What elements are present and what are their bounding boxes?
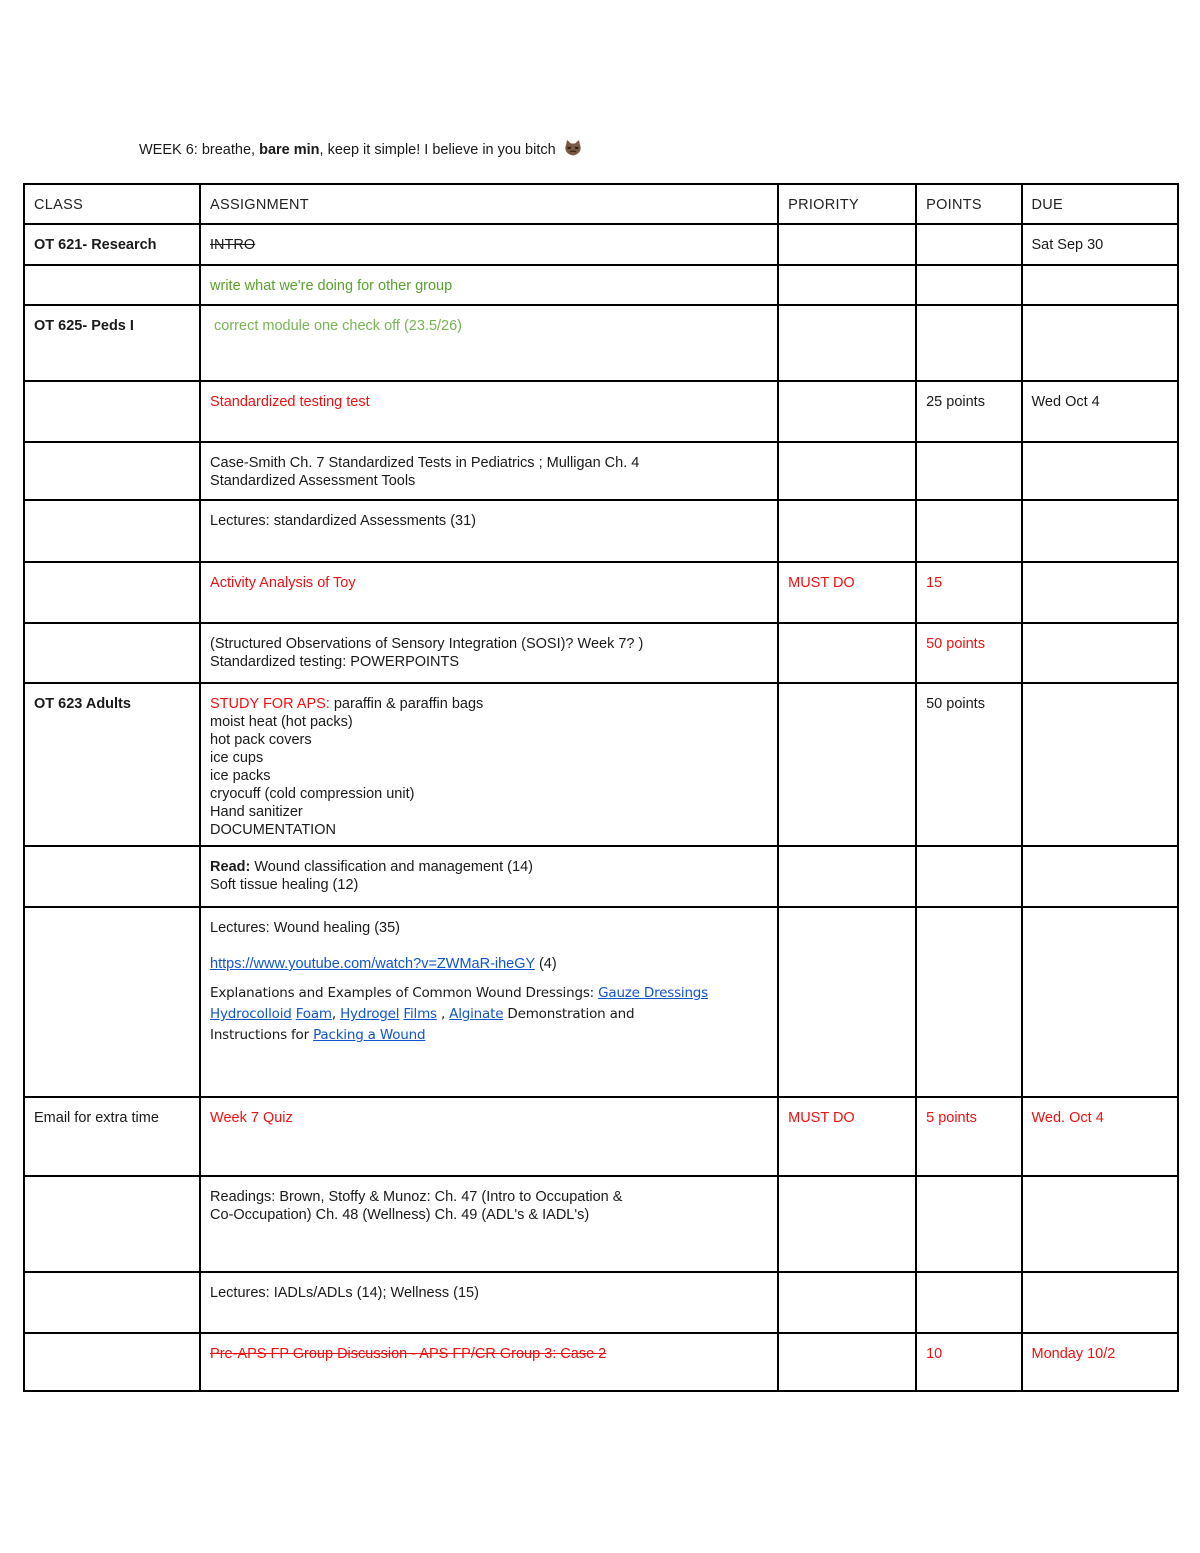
table-row bbox=[24, 265, 1178, 305]
priority-cell bbox=[778, 305, 916, 381]
due-cell bbox=[1022, 907, 1179, 1097]
assignment-cell: Activity Analysis of Toy bbox=[200, 562, 778, 623]
assignment-line: Soft tissue healing (12) bbox=[210, 877, 359, 893]
points-cell: 5 points bbox=[916, 1097, 1021, 1176]
points-cell bbox=[916, 442, 1021, 500]
priority-cell bbox=[778, 1333, 916, 1391]
table-row bbox=[24, 846, 1178, 907]
foam-link[interactable]: Foam bbox=[295, 1006, 332, 1022]
assignment-line bbox=[210, 955, 768, 973]
assignment-line: Co-Occupation) Ch. 48 (Wellness) Ch. 49 (ADL's & IADL's) bbox=[210, 1207, 590, 1223]
class-cell bbox=[24, 442, 200, 500]
class-cell: OT 625- Peds I bbox=[24, 305, 200, 381]
class-cell bbox=[24, 907, 200, 1097]
header-priority: PRIORITY bbox=[778, 184, 916, 224]
due-cell bbox=[1022, 305, 1179, 381]
assignment-table bbox=[23, 183, 1179, 1392]
assignment-cell bbox=[200, 442, 778, 500]
hydrogel-link[interactable]: Hydrogel bbox=[340, 1006, 400, 1022]
title-bold: bare min bbox=[259, 142, 320, 158]
priority-cell bbox=[778, 907, 916, 1097]
assignment-cell: correct module one check off (23.5/26) bbox=[200, 305, 778, 381]
table-row bbox=[24, 1333, 1178, 1391]
priority-cell: MUST DO bbox=[778, 562, 916, 623]
priority-cell bbox=[778, 442, 916, 500]
class-cell: OT 623 Adults bbox=[24, 683, 200, 846]
priority-cell: MUST DO bbox=[778, 1097, 916, 1176]
assignment-cell: Lectures: standardized Assessments (31) bbox=[200, 500, 778, 562]
due-cell bbox=[1022, 1176, 1179, 1272]
page-title bbox=[139, 140, 582, 161]
table-row bbox=[24, 224, 1178, 265]
table-row bbox=[24, 562, 1178, 623]
youtube-link[interactable]: https://www.youtube.com/watch?v=ZWMaR-iheGY bbox=[210, 956, 535, 972]
header-due: DUE bbox=[1022, 184, 1179, 224]
assignment-cell: Week 7 Quiz bbox=[200, 1097, 778, 1176]
table-row bbox=[24, 305, 1178, 381]
read-text: Wound classification and management (14) bbox=[250, 859, 533, 875]
assignment-cell: Lectures: IADLs/ADLs (14); Wellness (15) bbox=[200, 1272, 778, 1333]
class-cell bbox=[24, 265, 200, 305]
header-assignment: ASSIGNMENT bbox=[200, 184, 778, 224]
points-cell: 50 points bbox=[916, 683, 1021, 846]
assignment-cell: Standardized testing test bbox=[200, 381, 778, 442]
class-cell bbox=[24, 1333, 200, 1391]
packing-wound-link[interactable]: Packing a Wound bbox=[313, 1027, 426, 1043]
class-cell bbox=[24, 381, 200, 442]
header-points: POINTS bbox=[916, 184, 1021, 224]
priority-cell bbox=[778, 381, 916, 442]
points-cell bbox=[916, 224, 1021, 265]
table-row bbox=[24, 442, 1178, 500]
assignment-line bbox=[210, 695, 768, 713]
films-link[interactable]: Films bbox=[403, 1006, 437, 1022]
class-cell bbox=[24, 500, 200, 562]
points-cell: 25 points bbox=[916, 381, 1021, 442]
assignment-cell: Pre-APS FP Group Discussion - APS FP/CR Group 3: Case 2 bbox=[200, 1333, 778, 1391]
dressings-paragraph: Explanations and Examples of Common Wound Dressings: Gauze Dressings Hydrocolloid Foam, Hydrogel Films , Alginate Demonstration and Instructions for Packing a Wound bbox=[210, 985, 709, 1043]
class-cell bbox=[24, 562, 200, 623]
priority-cell bbox=[778, 500, 916, 562]
points-cell bbox=[916, 846, 1021, 907]
due-cell bbox=[1022, 1272, 1179, 1333]
assignment-cell bbox=[200, 907, 778, 1097]
class-cell: OT 621- Research bbox=[24, 224, 200, 265]
class-cell bbox=[24, 623, 200, 683]
study-item: hot pack covers bbox=[210, 732, 312, 748]
points-cell bbox=[916, 907, 1021, 1097]
assignment-cell bbox=[200, 1176, 778, 1272]
due-cell bbox=[1022, 683, 1179, 846]
priority-cell bbox=[778, 846, 916, 907]
header-class: CLASS bbox=[24, 184, 200, 224]
title-prefix: WEEK 6: breathe, bbox=[139, 142, 260, 158]
due-cell: Sat Sep 30 bbox=[1022, 224, 1179, 265]
assignment-cell: INTRO bbox=[200, 224, 778, 265]
priority-cell bbox=[778, 683, 916, 846]
priority-cell bbox=[778, 265, 916, 305]
study-item: Hand sanitizer bbox=[210, 804, 303, 820]
instructions-text: Instructions for bbox=[210, 1027, 314, 1043]
points-cell: 50 points bbox=[916, 623, 1021, 683]
points-cell bbox=[916, 1272, 1021, 1333]
assignment-line: Lectures: Wound healing (35) bbox=[210, 920, 400, 936]
due-cell: Wed. Oct 4 bbox=[1022, 1097, 1179, 1176]
points-cell: 15 bbox=[916, 562, 1021, 623]
study-item: cryocuff (cold compression unit) bbox=[210, 786, 415, 802]
hydrocolloid-link[interactable]: Hydrocolloid bbox=[210, 1006, 292, 1022]
study-item: moist heat (hot packs) bbox=[210, 714, 353, 730]
study-first-item: paraffin & paraffin bags bbox=[329, 696, 484, 712]
priority-cell bbox=[778, 1176, 916, 1272]
title-suffix: , keep it simple! I believe in you bitch bbox=[319, 142, 556, 158]
due-cell bbox=[1022, 623, 1179, 683]
study-label: STUDY FOR APS: bbox=[210, 696, 330, 712]
cat-emoji-icon bbox=[564, 140, 582, 161]
assignment-cell: write what we're doing for other group bbox=[200, 265, 778, 305]
table-row bbox=[24, 500, 1178, 562]
assignment-line: Standardized Assessment Tools bbox=[210, 473, 416, 489]
due-cell bbox=[1022, 500, 1179, 562]
points-cell bbox=[916, 500, 1021, 562]
study-item: DOCUMENTATION bbox=[210, 822, 336, 838]
class-cell: Email for extra time bbox=[24, 1097, 200, 1176]
class-cell bbox=[24, 846, 200, 907]
due-cell bbox=[1022, 562, 1179, 623]
due-cell: Wed Oct 4 bbox=[1022, 381, 1179, 442]
priority-cell bbox=[778, 224, 916, 265]
alginate-link[interactable]: Alginate bbox=[449, 1006, 504, 1022]
assignment-line: Case-Smith Ch. 7 Standardized Tests in Pediatrics ; Mulligan Ch. 4 bbox=[210, 455, 640, 471]
class-cell bbox=[24, 1272, 200, 1333]
assignment-line: Readings: Brown, Stoffy & Munoz: Ch. 47 (Intro to Occupation & bbox=[210, 1189, 623, 1205]
table-row bbox=[24, 381, 1178, 442]
due-cell bbox=[1022, 442, 1179, 500]
dressings-intro: Explanations and Examples of Common Wound Dressings: bbox=[210, 985, 599, 1001]
header-row bbox=[24, 184, 1178, 224]
assignment-line bbox=[210, 858, 768, 876]
study-item: ice cups bbox=[210, 750, 264, 766]
gauze-dressings-link[interactable]: Gauze Dressings bbox=[598, 985, 709, 1001]
points-cell: 10 bbox=[916, 1333, 1021, 1391]
youtube-link-suffix: (4) bbox=[534, 956, 557, 972]
priority-cell bbox=[778, 623, 916, 683]
priority-cell bbox=[778, 1272, 916, 1333]
study-item: ice packs bbox=[210, 768, 271, 784]
read-label: Read: bbox=[210, 859, 251, 875]
points-cell bbox=[916, 305, 1021, 381]
assignment-line: Standardized testing: POWERPOINTS bbox=[210, 654, 460, 670]
due-cell bbox=[1022, 846, 1179, 907]
points-cell bbox=[916, 265, 1021, 305]
table-row bbox=[24, 623, 1178, 683]
due-cell bbox=[1022, 265, 1179, 305]
table-row bbox=[24, 1272, 1178, 1333]
demonstration-text: Demonstration and bbox=[503, 1006, 635, 1022]
assignment-cell bbox=[200, 683, 778, 846]
table-row bbox=[24, 1097, 1178, 1176]
points-cell bbox=[916, 1176, 1021, 1272]
table-row bbox=[24, 1176, 1178, 1272]
assignment-cell bbox=[200, 623, 778, 683]
due-cell: Monday 10/2 bbox=[1022, 1333, 1179, 1391]
class-cell bbox=[24, 1176, 200, 1272]
table-row bbox=[24, 683, 1178, 846]
table-row bbox=[24, 907, 1178, 1097]
assignment-line: (Structured Observations of Sensory Integration (SOSI)? Week 7? ) bbox=[210, 636, 644, 652]
assignment-cell bbox=[200, 846, 778, 907]
